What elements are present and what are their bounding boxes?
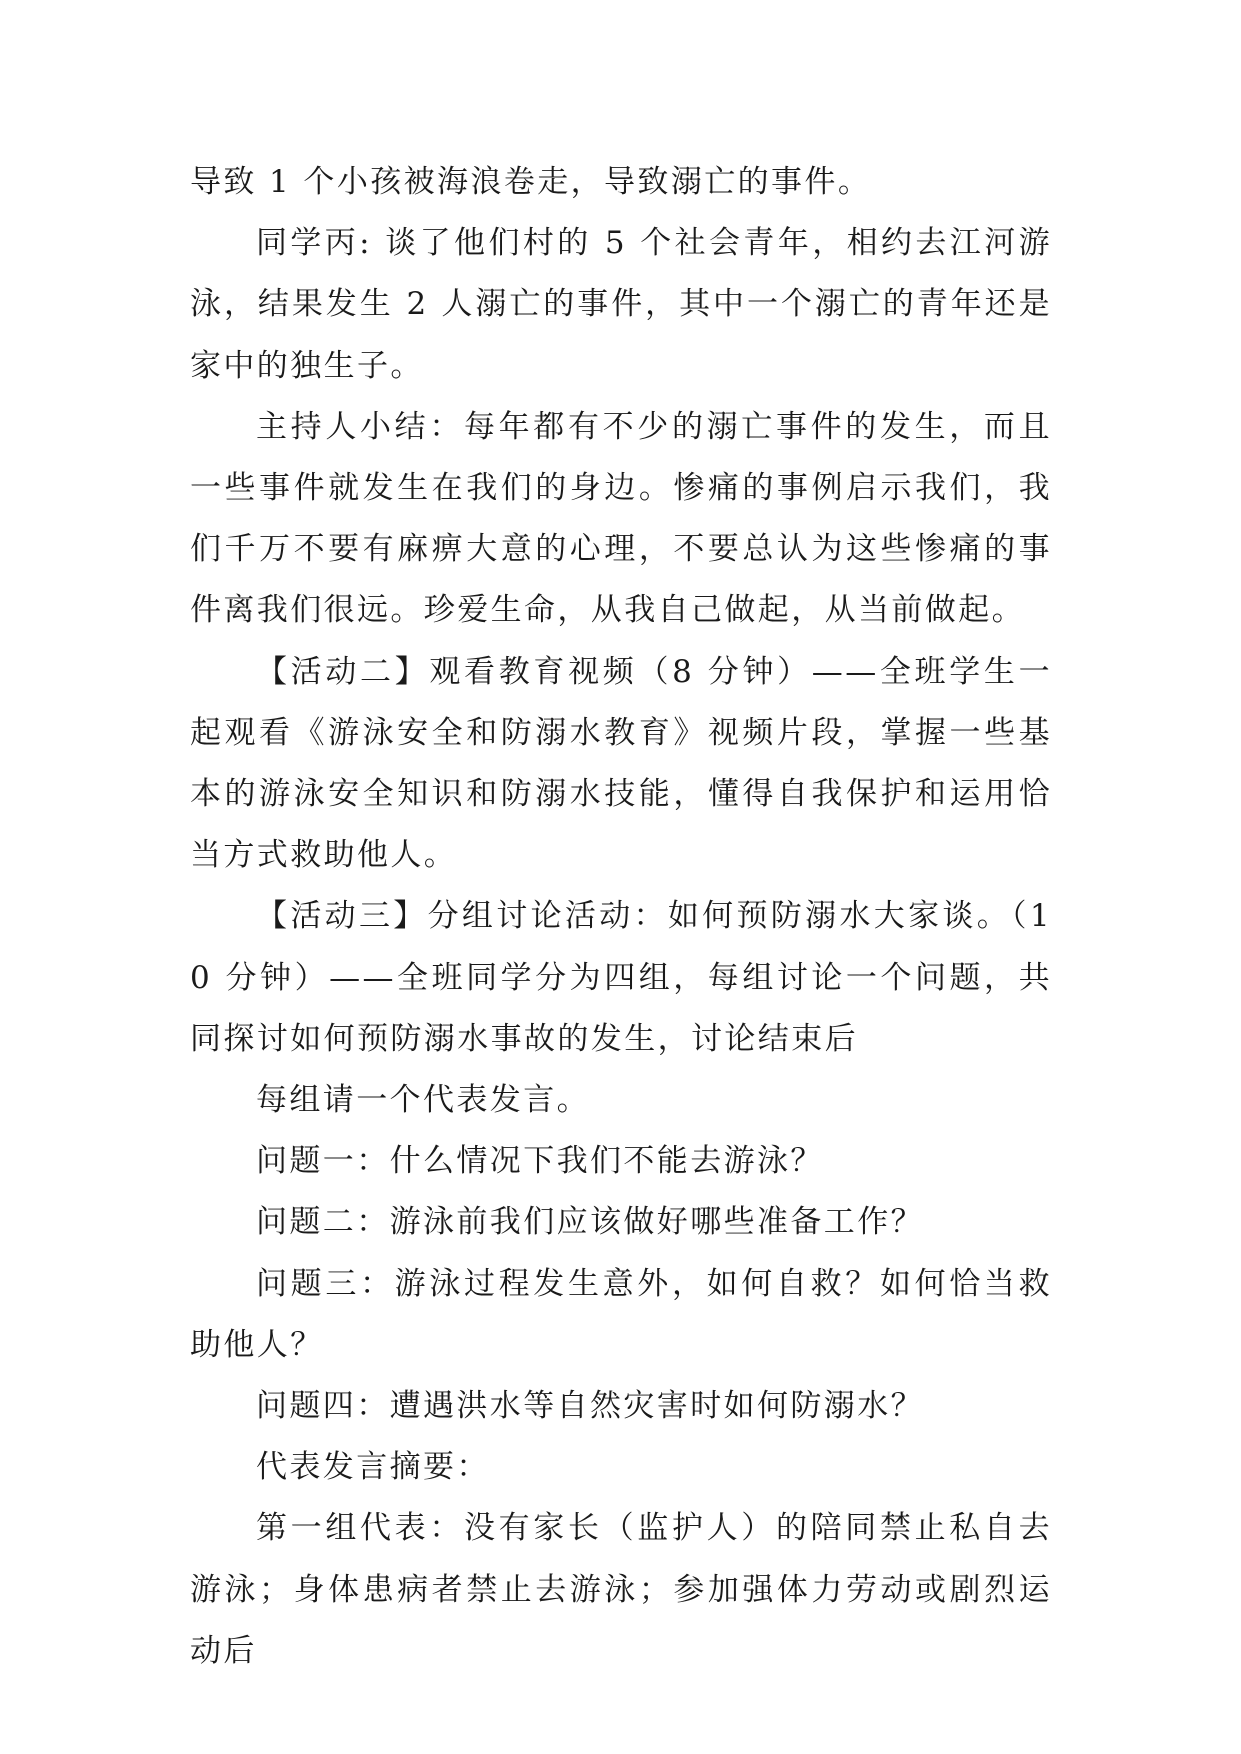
paragraph-2: 同学丙: 谈了他们村的 5 个社会青年，相约去江河游泳，结果发生 2 人溺亡的事件，其中一个溺亡的青年还是家中的独生子。 [190,225,1052,384]
paragraph-8: 问题二：游泳前我们应该做好哪些准备工作？ [256,1204,924,1241]
paragraph-3: 主持人小结：每年都有不少的溺亡事件的发生，而且一些事件就发生在我们的身边。惨痛的事例启示我们，我们千万不要有麻痹大意的心理，不要总认为这些惨痛的事件离我们很远。珍爱生命，从我自己做起，从当前做起。 [190,408,1052,629]
paragraph-1: 导致 1 个小孩被海浪卷走，导致溺亡的事件。 [190,164,872,200]
paragraph-12: 第一组代表：没有家长（监护人）的陪同禁止私自去游泳；身体患病者禁止去游泳；参加强体力劳动或剧烈运动后 [190,1510,1052,1669]
paragraph-10: 问题四：遭遇洪水等自然灾害时如何防溺水？ [256,1388,924,1425]
paragraph-4: 【活动二】观看教育视频（8 分钟）——全班学生一起观看《游泳安全和防溺水教育》视频片段，掌握一些基本的游泳安全知识和防溺水技能，懂得自我保护和运用恰当方式救助他人。 [190,653,1052,874]
paragraph-7: 问题一：什么情况下我们不能去游泳？ [256,1143,824,1180]
paragraph-5: 【活动三】分组讨论活动：如何预防溺水大家谈。（10 分钟）——全班同学分为四组，每组讨论一个问题，共同探讨如何预防溺水事故的发生，讨论结束后 [190,898,1052,1057]
paragraph-9: 问题三：游泳过程发生意外，如何自救？如何恰当救助他人？ [190,1265,1052,1363]
paragraph-11: 代表发言摘要： [256,1449,490,1486]
paragraph-6: 每组请一个代表发言。 [256,1082,590,1119]
document-body [190,152,1052,1682]
